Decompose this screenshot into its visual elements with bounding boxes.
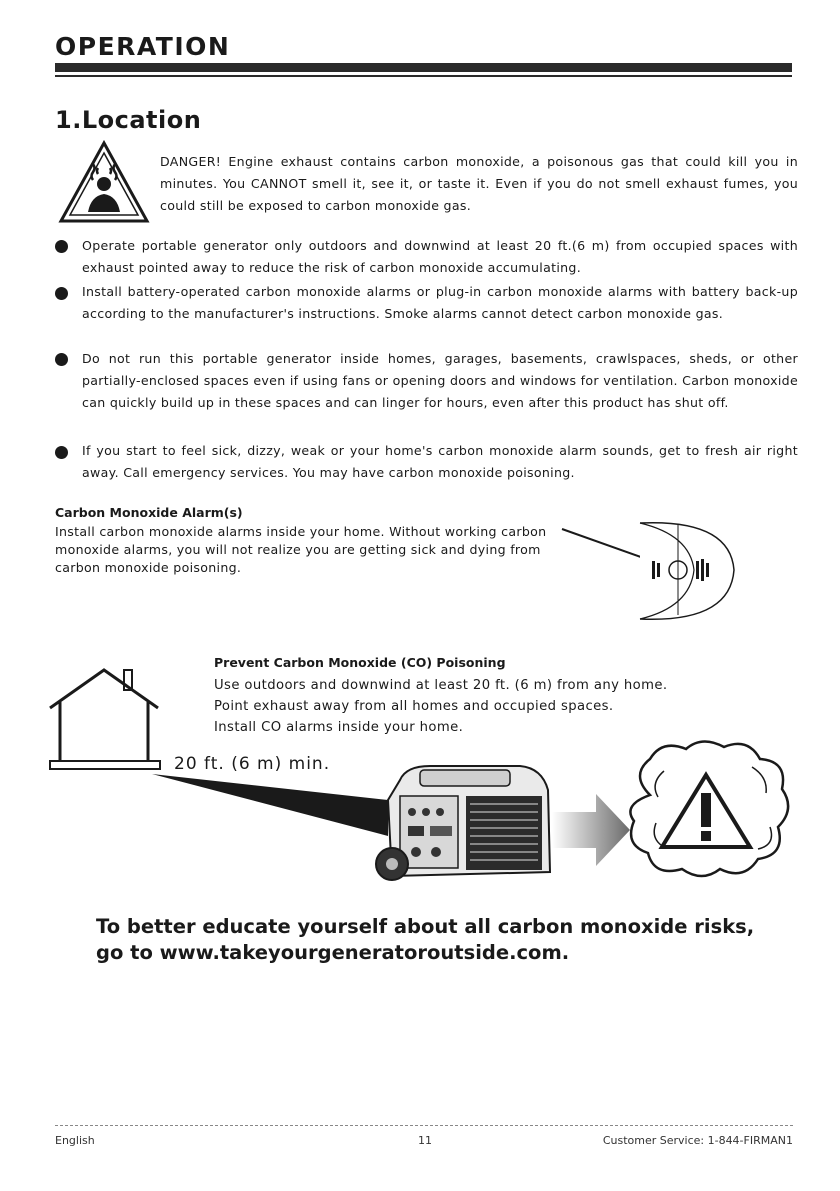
bullet-item: Do not run this portable generator inside homes, garages, basements, crawlspaces, sheds, or other partially-enclosed spaces even if using fans or opening doors and windows for ventilation. Carbon monoxide can quickly build up in these spaces and can linger for hours, even after this product has shut off.	[82, 351, 798, 410]
danger-cloud-warning-icon	[620, 735, 795, 885]
title-rule-thin	[55, 75, 792, 77]
prevent-title: Prevent Carbon Monoxide (CO) Poisoning	[214, 655, 506, 670]
bullet-item: Operate portable generator only outdoors and downwind at least 20 ft.(6 m) from occupied spaces with exhaust pointed away to reduce the risk of carbon monoxide accumulating.	[82, 238, 798, 275]
bullet-icon	[55, 240, 68, 253]
distance-label: 20 ft. (6 m) min.	[174, 754, 331, 774]
page-title: OPERATION	[55, 32, 231, 61]
footer-page-number: 11	[418, 1134, 432, 1147]
prevent-line: Point exhaust away from all homes and occupied spaces.	[214, 699, 614, 714]
house-icon	[44, 660, 164, 780]
footer-language: English	[55, 1134, 95, 1147]
title-rule-thick	[55, 63, 792, 72]
co-alarm-body: Install carbon monoxide alarms inside your home. Without working carbon monoxide alarms, you will not realize you are getting sick and dying from carbon monoxide poisoning.	[55, 524, 547, 575]
generator-icon	[370, 760, 560, 890]
bullet-item: If you start to feel sick, dizzy, weak or your home's carbon monoxide alarm sounds, get to fresh air right away. Call emergency services. You may have carbon monoxide poisoning.	[82, 443, 798, 480]
cta-text	[96, 914, 754, 966]
distance-wedge	[150, 770, 390, 840]
prevent-line: Install CO alarms inside your home.	[214, 720, 464, 735]
bullet-icon	[55, 287, 68, 300]
section-title: 1.Location	[55, 106, 202, 134]
prevent-line: Use outdoors and downwind at least 20 ft. (6 m) from any home.	[214, 678, 668, 693]
footer-divider	[55, 1125, 793, 1126]
cta-line-2: go to www.takeyourgeneratoroutside.com.	[96, 941, 570, 964]
co-alarm-title: Carbon Monoxide Alarm(s)	[55, 505, 243, 520]
co-alarm-device-icon	[630, 515, 738, 625]
danger-warning-text: DANGER! Engine exhaust contains carbon monoxide, a poisonous gas that could kill you in minutes. You CANNOT smell it, see it, or taste it. Even if you do not smell exhaust fumes, you could still be exposed to carbon monoxide gas.	[160, 154, 798, 213]
bullet-icon	[55, 446, 68, 459]
co-hazard-warning-icon	[58, 140, 150, 224]
bullet-item: Install battery-operated carbon monoxide alarms or plug-in carbon monoxide alarms with battery back-up according to the manufacturer's instructions. Smoke alarms cannot detect carbon monoxide gas.	[82, 284, 798, 321]
cta-line-1: To better educate yourself about all carbon monoxide risks,	[96, 915, 755, 938]
footer-customer-service: Customer Service: 1-844-FIRMAN1	[602, 1134, 793, 1147]
bullet-icon	[55, 353, 68, 366]
